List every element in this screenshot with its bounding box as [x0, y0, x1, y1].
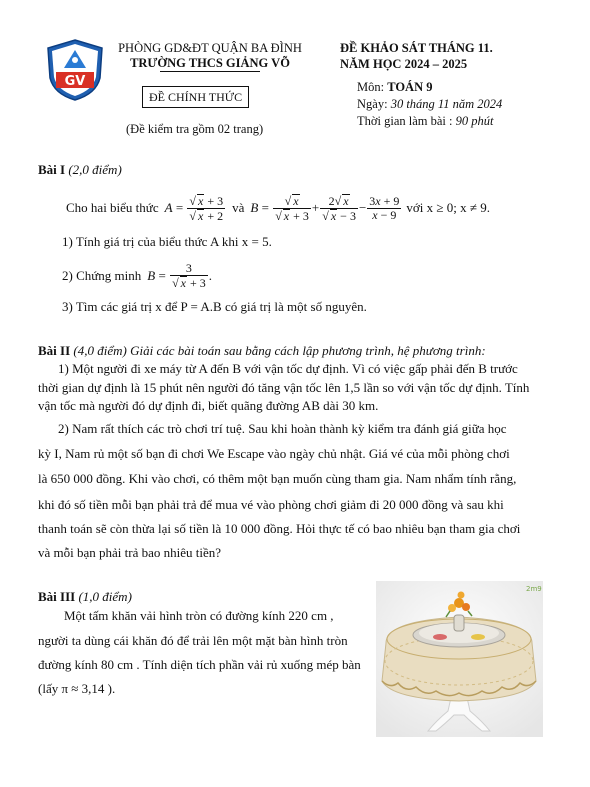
bai1-intro: Cho hai biểu thức — [66, 200, 159, 215]
school-year: NĂM HỌC 2024 – 2025 — [340, 57, 468, 71]
bai2-p1-line1: 1) Một người đi xe máy từ A đến B với vận tốc dự định. Vì có việc gấp phải đến B trước — [58, 361, 518, 376]
bai2-p2-line3: là 650 000 đồng. Khi vào chơi, có thêm một bạn muốn cùng tham gia. Nam nhẩm tính rằng, — [38, 471, 517, 486]
bai1-points: (2,0 điểm) — [68, 162, 122, 177]
school-logo — [44, 38, 106, 102]
school-name: TRƯỜNG THCS GIẢNG VÕ — [130, 56, 290, 70]
bai3-line3: đường kính 80 cm . Tính diện tích phần vải rủ xuống mép bàn — [38, 657, 361, 672]
bai1-and: và — [232, 200, 245, 215]
bai2-p2-line1: 2) Nam rất thích các trò chơi trí tuệ. Sau khi hoàn thành kỳ kiểm tra đánh giá giữa học — [58, 421, 507, 436]
fraction-B-result: $\frac{3}{√ x + 3}$ — [172, 261, 206, 290]
pages-note: (Đề kiểm tra gồm 02 trang) — [126, 122, 264, 136]
bai3-line2: người ta dùng cái khăn đó để trải lên một mặt bàn hình tròn — [38, 633, 348, 648]
bai2-p1-line2: thời gian dự định là 15 phút nên người đó tăng vận tốc lên 1,5 lần so với vận tốc dự định. Tính — [38, 380, 530, 395]
fraction-B1: $\frac{√ x}{√ x + 3}$ — [275, 193, 309, 223]
subject-label: Môn: — [357, 80, 388, 94]
bai1-q1: 1) Tính giá trị của biểu thức A khi x = 5. — [62, 234, 272, 249]
logo-text: GV — [64, 74, 86, 89]
bai1-expressions: Cho hai biểu thức A = $\frac{√ x + 3}{√ x + 2}$ và B = $\frac{√ x}{√ x + 3}$ + $\frac{2√ x}{√ x - 3}$ − $\frac{3x + 9}{x - 9}$ với x ≥ 0; x ≠ 9. — [66, 193, 491, 223]
time-label: Thời gian làm bài : — [357, 114, 456, 128]
date-value: 30 tháng 11 năm 2024 — [390, 97, 503, 111]
bai3-title: Bài III — [38, 589, 76, 604]
time-value: 90 phút — [455, 114, 494, 128]
bai1-condition: với x ≥ 0; x ≠ 9. — [406, 200, 491, 215]
fraction-B3: $\frac{3x + 9}{x - 9}$ — [369, 193, 400, 222]
tablecloth-photo — [376, 581, 543, 737]
fraction-B2: $\frac{2√ x}{√ x - 3}$ — [322, 193, 356, 223]
date-label: Ngày: — [357, 97, 391, 111]
bai2-title: Bài II — [38, 343, 71, 358]
department-name: PHÒNG GD&ĐT QUẬN BA ĐÌNH — [118, 41, 302, 55]
date-line — [357, 96, 502, 112]
bai2-p2-line6: và mỗi bạn phải trả bao nhiêu tiền? — [38, 545, 222, 560]
bai1-q2: 2) Chứng minh B = $\frac{3}{√ x + 3}$ . — [62, 261, 213, 290]
bai2-p1-line3: vận tốc mà người đó dự định đi, biết quãng đường AB dài 30 km. — [38, 398, 379, 413]
fraction-A: $\frac{√ x + 3}{√ x + 2}$ — [189, 193, 224, 223]
school-underline — [160, 71, 260, 72]
subject-value: TOÁN 9 — [387, 80, 433, 94]
photo-watermark: 2m9 — [526, 585, 542, 593]
bai1-heading — [38, 162, 563, 178]
bai3-line4: (lấy π ≈ 3,14 ). — [38, 681, 116, 696]
exam-title: ĐỀ KHẢO SÁT THÁNG 11. — [340, 41, 493, 55]
official-badge: ĐỀ CHÍNH THỨC — [142, 86, 249, 108]
bai3-line1: Một tấm khăn vải hình tròn có đường kính 220 cm , — [64, 608, 334, 623]
bai2-heading — [38, 343, 563, 359]
time-line — [357, 113, 493, 129]
bai2-p2-line4: khi đó số tiền mỗi bạn phải trả để mua vé vào phòng chơi giảm đi 20 000 đồng và sau khi — [38, 497, 504, 512]
subject-line — [357, 79, 432, 95]
bai1-q2-text: 2) Chứng minh — [62, 268, 142, 283]
bai3-points: (1,0 điểm) — [78, 589, 132, 604]
bai2-p2-line2: kỳ I, Nam rủ một số bạn đi chơi We Escape vào ngày chủ nhật. Giá vé của mỗi phòng chơi — [38, 446, 510, 461]
bai1-title: Bài I — [38, 162, 66, 177]
bai2-points: (4,0 điểm) — [73, 343, 127, 358]
bai2-p2-line5: thanh toán sẽ còn thừa lại số tiền là 10 000 đồng. Hỏi thực tế có bao nhiêu bạn tham gia chơi — [38, 521, 521, 536]
bai1-q3: 3) Tìm các giá trị x để P = A.B có giá trị là một số nguyên. — [62, 299, 367, 314]
bai2-desc: Giải các bài toán sau bằng cách lập phương trình, hệ phương trình: — [130, 343, 486, 358]
